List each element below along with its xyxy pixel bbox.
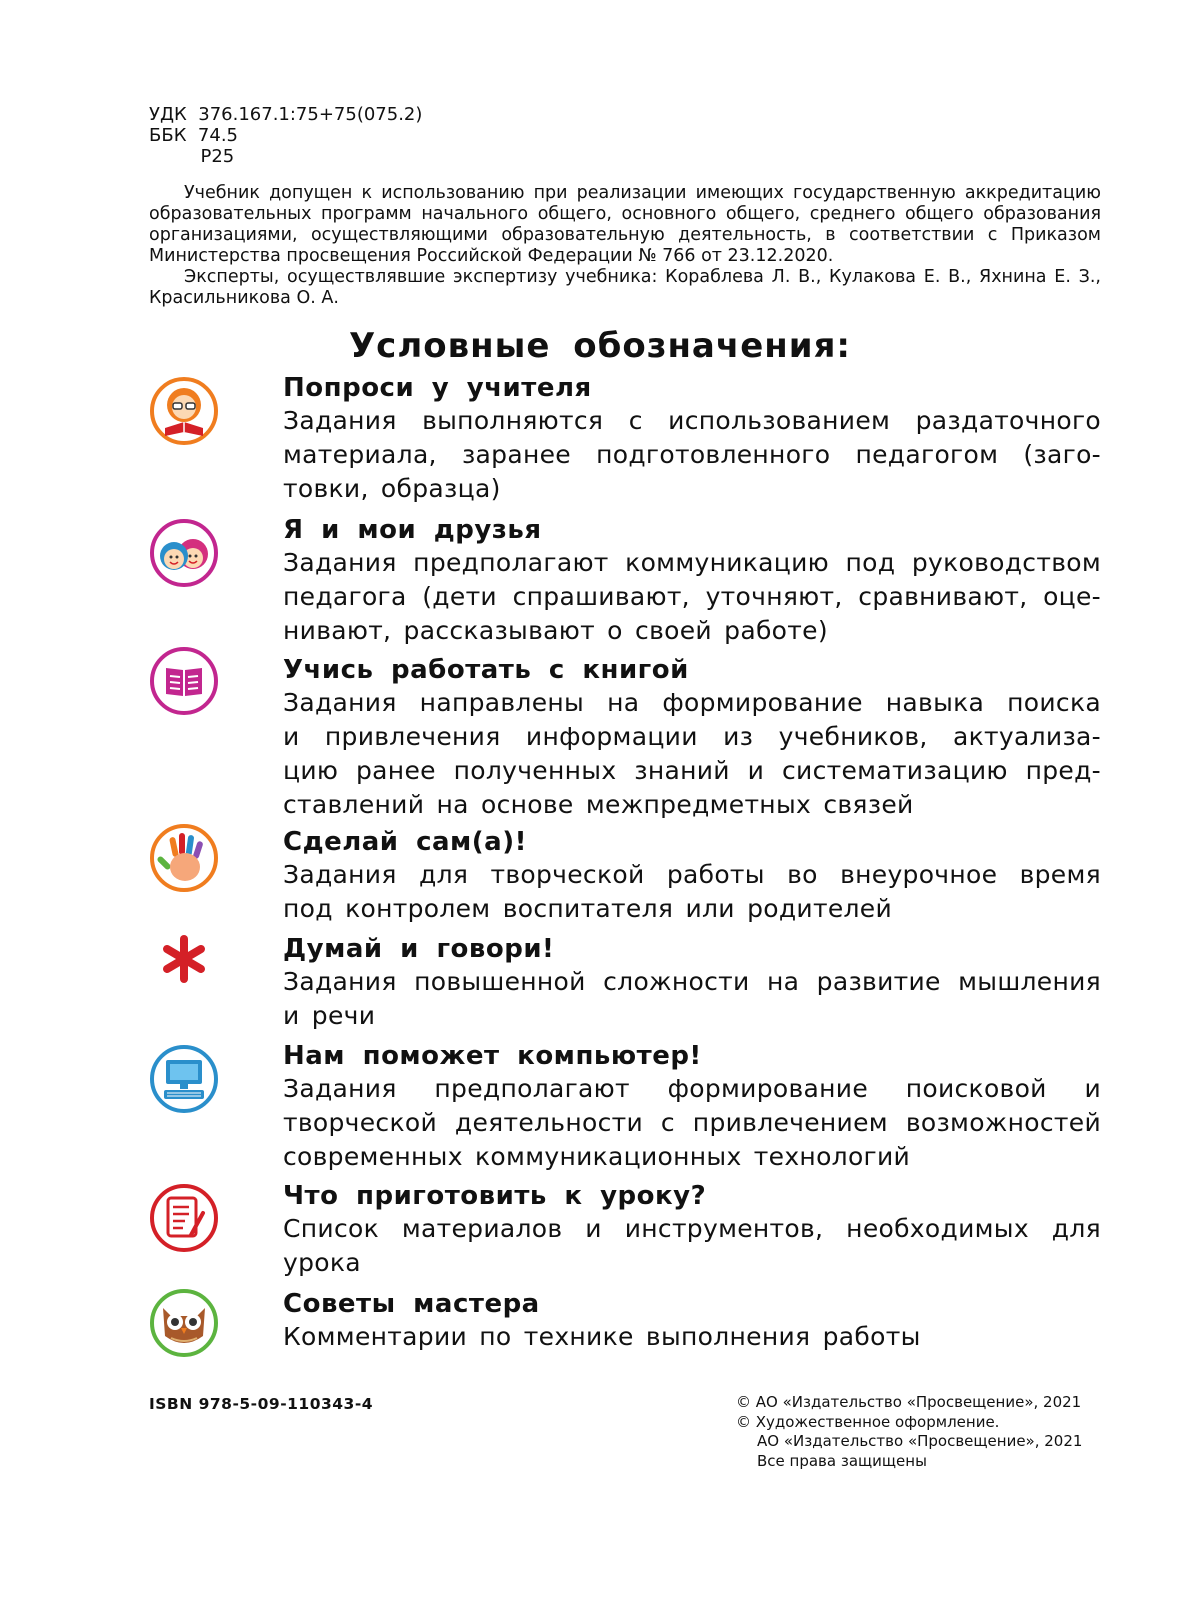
legend-item-line: и привлечения информации из учебников, актуализа- bbox=[283, 722, 1101, 751]
udk-code: УДК 376.167.1:75+75(075.2) bbox=[149, 104, 423, 125]
owl-icon bbox=[149, 1288, 219, 1358]
legend-item-text bbox=[283, 933, 1101, 1033]
legend-item-line: Задания выполняются с использованием раздаточного bbox=[283, 406, 1101, 435]
legend-item-line: Список материалов и инструментов, необходимых для bbox=[283, 1214, 1101, 1243]
legend-heading: Условные обозначения: bbox=[348, 326, 852, 366]
asterisk-icon bbox=[154, 929, 214, 989]
experts-paragraph: Эксперты, осуществлявшие экспертизу учебника: Кораблева Л. В., Кулакова Е. В., Яхнина Е. З., Красильникова О. А. bbox=[149, 267, 1101, 308]
legend-item-text bbox=[283, 826, 1101, 926]
rights-reserved: Все права защищены bbox=[757, 1451, 927, 1470]
copyright-line: © АО «Издательство «Просвещение», 2021 bbox=[736, 1393, 1082, 1411]
bibliographic-codes bbox=[149, 104, 422, 167]
bbk-code: ББК 74.5 bbox=[149, 125, 238, 146]
legend-item-title: Советы мастера bbox=[283, 1289, 540, 1319]
legend-item-line: Задания повышенной сложности на развитие мышления bbox=[283, 967, 1101, 996]
legend-item-line: цию ранее полученных знаний и систематизацию пред- bbox=[283, 756, 1101, 785]
legend-item-text bbox=[283, 1180, 1101, 1280]
book-icon bbox=[149, 646, 219, 716]
legend-item-title: Нам поможет компьютер! bbox=[283, 1041, 702, 1071]
copyright-block bbox=[736, 1393, 1101, 1471]
legend-item-text bbox=[283, 514, 1101, 648]
hand-icon bbox=[149, 823, 219, 893]
legend-item-line: современных коммуникационных технологий bbox=[283, 1142, 911, 1171]
legend-item-line: творческой деятельности с привлечением возможностей bbox=[283, 1108, 1101, 1137]
approval-paragraph: Учебник допущен к использованию при реализации имеющих государственную аккредитацию образовательных программ начального общего, основного общего, среднего общего образования организациями, осуществляющими образовательную деятельность, в соответствии с Приказом Министерства просвещения Российской Федерации № 766 от 23.12.2020. bbox=[149, 183, 1101, 266]
legend-item-line: ставлений на основе межпредметных связей bbox=[283, 790, 914, 819]
legend-item-line: нивают, рассказывают о своей работе) bbox=[283, 616, 828, 645]
legend-item-line: под контролем воспитателя или родителей bbox=[283, 894, 893, 923]
legend-item-title: Что приготовить к уроку? bbox=[283, 1181, 707, 1211]
teacher-icon bbox=[149, 376, 219, 446]
copyright-line: © Художественное оформление. bbox=[736, 1412, 1000, 1431]
legend-item-title: Я и мои друзья bbox=[283, 515, 542, 545]
legend-item-title: Попроси у учителя bbox=[283, 373, 592, 403]
copyright-line: АО «Издательство «Просвещение», 2021 bbox=[757, 1432, 1083, 1450]
legend-item-line: Задания предполагают формирование поисковой и bbox=[283, 1074, 1101, 1103]
legend-item-title: Сделай сам(а)! bbox=[283, 827, 527, 857]
legend-item-line: товки, образца) bbox=[283, 474, 501, 503]
legend-item-title: Думай и говори! bbox=[283, 934, 555, 964]
legend-item-text bbox=[283, 1288, 1101, 1354]
legend-item-text bbox=[283, 654, 1101, 822]
friends-icon bbox=[149, 518, 219, 588]
legend-item-line: материала, заранее подготовленного педагогом (заго- bbox=[283, 440, 1101, 469]
legend-item-title: Учись работать с книгой bbox=[283, 655, 689, 685]
approval-notice bbox=[149, 183, 1101, 309]
computer-icon bbox=[149, 1044, 219, 1114]
legend-item-text bbox=[283, 1040, 1101, 1174]
legend-item-text bbox=[283, 372, 1101, 506]
legend-item-line: Комментарии по технике выполнения работы bbox=[283, 1322, 921, 1351]
checklist-icon bbox=[149, 1183, 219, 1253]
legend-item-line: урока bbox=[283, 1248, 361, 1277]
legend-item-line: педагога (дети спрашивают, уточняют, сравнивают, оце- bbox=[283, 582, 1101, 611]
legend-item-line: Задания направлены на формирование навыка поиска bbox=[283, 688, 1101, 717]
isbn: ISBN 978-5-09-110343-4 bbox=[149, 1395, 374, 1413]
author-mark: Р25 bbox=[149, 146, 235, 167]
legend-item-line: Задания предполагают коммуникацию под руководством bbox=[283, 548, 1101, 577]
legend-item-line: и речи bbox=[283, 1001, 376, 1030]
legend-item-line: Задания для творческой работы во внеурочное время bbox=[283, 860, 1101, 889]
